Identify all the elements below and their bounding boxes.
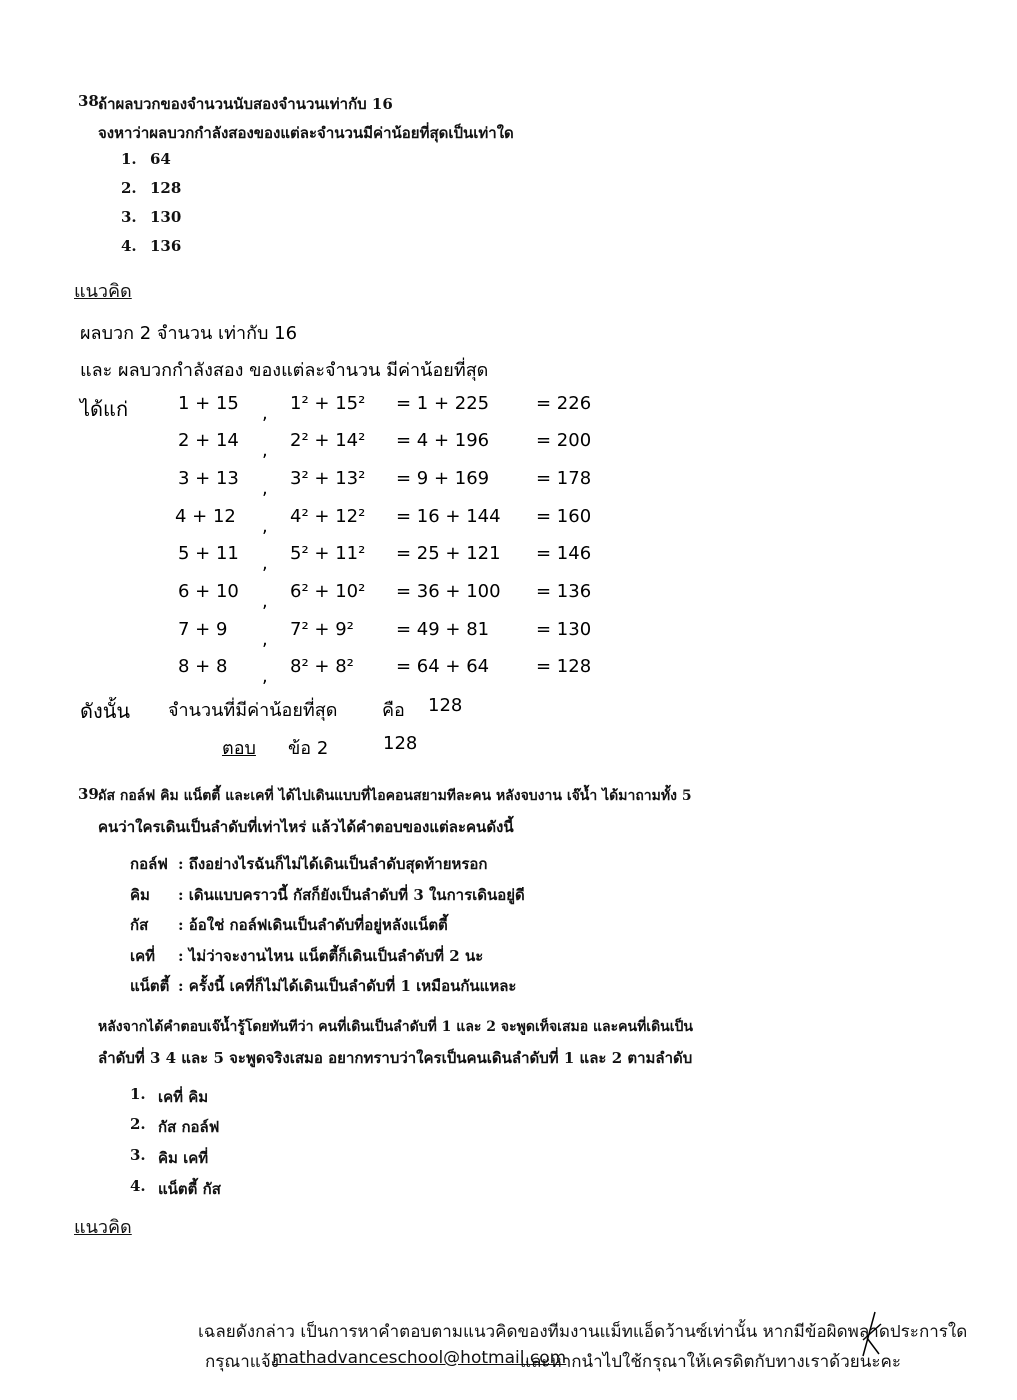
comma: , xyxy=(262,403,268,424)
conclusion-is: คือ xyxy=(382,700,405,721)
solution-heading: แนวคิด xyxy=(74,1217,132,1238)
question-text: จงหาว่าผลบวกกำลังสองของแต่ละจำนวนมีค่าน้อยที่สุดเป็นเท่าใด xyxy=(98,124,514,142)
footer-line: เฉลยดังกล่าว เป็นการหาคำตอบตามแนวคิดของทีมงานแม็ทแอ็ดว้านซ์เท่านั้น หากมีข้อผิดพลาดประการใด xyxy=(198,1322,968,1342)
choice-text: 130 xyxy=(150,208,182,226)
squares: 8² + 8² xyxy=(290,656,354,677)
solution-line: ผลบวก 2 จำนวน เท่ากับ 16 xyxy=(80,323,298,344)
solution-prefix: ได้แก่ xyxy=(80,397,129,421)
footer-line-end: และหากนำไปใช้กรุณาให้เครดิตกับทางเราด้วยนะคะ xyxy=(520,1352,901,1372)
speaker-name: กอล์ฟ xyxy=(130,855,168,873)
choice-number: 2. xyxy=(121,179,137,197)
choice-text: 128 xyxy=(150,179,182,197)
choice-number: 3. xyxy=(121,208,137,226)
pair: 4 + 12 xyxy=(175,506,236,527)
question-text: ถ้าผลบวกของจำนวนนับสองจำนวนเท่ากับ 16 xyxy=(98,95,393,113)
question-number: 39. xyxy=(78,785,105,803)
squares: 7² + 9² xyxy=(290,619,354,640)
choice-text: เคที่ คิม xyxy=(158,1088,209,1106)
solution-heading: แนวคิด xyxy=(74,281,132,302)
result: = 128 xyxy=(536,656,592,677)
sum: = 16 + 144 xyxy=(396,506,501,527)
comma: , xyxy=(262,516,268,537)
choice-text: 136 xyxy=(150,237,182,255)
choice-number: 1. xyxy=(121,150,137,168)
squares: 4² + 12² xyxy=(290,506,366,527)
sum: = 64 + 64 xyxy=(396,656,490,677)
pair: 7 + 9 xyxy=(178,619,228,640)
speaker-statement: : เดินแบบคราวนี้ กัสก็ยังเป็นลำดับที่ 3 ในการเดินอยู่ดี xyxy=(178,886,525,904)
question-text: กัส กอล์ฟ คิม แน็ตตี้ และเคที่ ได้ไปเดินแบบที่ไอคอนสยามทีละคน หลังจบงาน เจ๊น้ำ ได้มาถามทั้ง 5 xyxy=(98,788,692,804)
sum: = 1 + 225 xyxy=(396,393,490,414)
speaker-name: เคที่ xyxy=(130,947,156,965)
choice-number: 2. xyxy=(130,1115,146,1133)
comma: , xyxy=(262,629,268,650)
comma: , xyxy=(262,478,268,499)
pair: 6 + 10 xyxy=(178,581,239,602)
speaker-statement: : ถึงอย่างไรฉันก็ไม่ได้เดินเป็นลำดับสุดท้ายหรอก xyxy=(178,855,488,873)
squares: 3² + 13² xyxy=(290,468,366,489)
result: = 178 xyxy=(536,468,592,489)
comma: , xyxy=(262,591,268,612)
sum: = 9 + 169 xyxy=(396,468,490,489)
squares: 5² + 11² xyxy=(290,543,366,564)
speaker-name: คิม xyxy=(130,886,150,904)
pair: 1 + 15 xyxy=(178,393,239,414)
choice-text: คิม เคที่ xyxy=(158,1149,209,1167)
speaker-name: กัส xyxy=(130,916,149,934)
solution-line: และ ผลบวกกำลังสอง ของแต่ละจำนวน มีค่าน้อยที่สุด xyxy=(80,360,489,381)
footer-email-link[interactable]: mathadvanceschool@hotmail.com xyxy=(272,1348,567,1368)
choice-text: กัส กอล์ฟ xyxy=(158,1118,220,1136)
result: = 200 xyxy=(536,430,592,451)
answer-value: 128 xyxy=(383,733,418,754)
choice-text: 64 xyxy=(150,150,171,168)
answer-label: ตอบ xyxy=(222,738,256,759)
speaker-name: แน็ตตี้ xyxy=(130,977,170,995)
conclusion-prefix: ดังนั้น xyxy=(80,699,131,723)
speaker-statement: : ครั้งนี้ เคที่ก็ไม่ได้เดินเป็นลำดับที่ 1 เหมือนกันแหละ xyxy=(178,977,517,995)
pair: 2 + 14 xyxy=(178,430,239,451)
result: = 136 xyxy=(536,581,592,602)
comma: , xyxy=(262,440,268,461)
speaker-statement: : ไม่ว่าจะงานไหน แน็ตตี้ก็เดินเป็นลำดับที่ 2 นะ xyxy=(178,947,484,965)
pair: 8 + 8 xyxy=(178,656,228,677)
pair: 3 + 13 xyxy=(178,468,239,489)
sum: = 25 + 121 xyxy=(396,543,501,564)
question-number: 38. xyxy=(78,92,105,110)
comma: , xyxy=(262,553,268,574)
squares: 1² + 15² xyxy=(290,393,366,414)
question-text: คนว่าใครเดินเป็นลำดับที่เท่าไหร่ แล้วได้คำตอบของแต่ละคนดังนี้ xyxy=(98,818,514,836)
conclusion-text: จำนวนที่มีค่าน้อยที่สุด xyxy=(168,700,338,721)
answer-choice: ข้อ 2 xyxy=(288,738,329,759)
choice-number: 1. xyxy=(130,1085,146,1103)
result: = 130 xyxy=(536,619,592,640)
sum: = 4 + 196 xyxy=(396,430,490,451)
choice-number: 4. xyxy=(130,1177,146,1195)
question-paragraph: ลำดับที่ 3 4 และ 5 จะพูดจริงเสมอ อยากทราบว่าใครเป็นคนเดินลำดับที่ 1 และ 2 ตามลำดับ xyxy=(98,1049,693,1067)
pair: 5 + 11 xyxy=(178,543,239,564)
speaker-statement: : อ้อใช่ กอล์ฟเดินเป็นลำดับที่อยู่หลังแน็ตตี้ xyxy=(178,916,448,934)
choice-number: 4. xyxy=(121,237,137,255)
squares: 6² + 10² xyxy=(290,581,366,602)
result: = 160 xyxy=(536,506,592,527)
comma: , xyxy=(262,666,268,687)
conclusion-value: 128 xyxy=(428,695,463,716)
choice-number: 3. xyxy=(130,1146,146,1164)
footer-line-start: กรุณาแจ้ง xyxy=(205,1352,279,1372)
result: = 146 xyxy=(536,543,592,564)
sum: = 49 + 81 xyxy=(396,619,490,640)
signature-mark xyxy=(855,1310,885,1360)
question-paragraph: หลังจากได้คำตอบเจ๊น้ำรู้โดยทันทีว่า คนที่เดินเป็นลำดับที่ 1 และ 2 จะพูดเท็จเสมอ และคนที่เดินเป็น xyxy=(98,1019,693,1035)
squares: 2² + 14² xyxy=(290,430,366,451)
result: = 226 xyxy=(536,393,592,414)
choice-text: แน็ตตี้ กัส xyxy=(158,1180,221,1198)
sum: = 36 + 100 xyxy=(396,581,501,602)
